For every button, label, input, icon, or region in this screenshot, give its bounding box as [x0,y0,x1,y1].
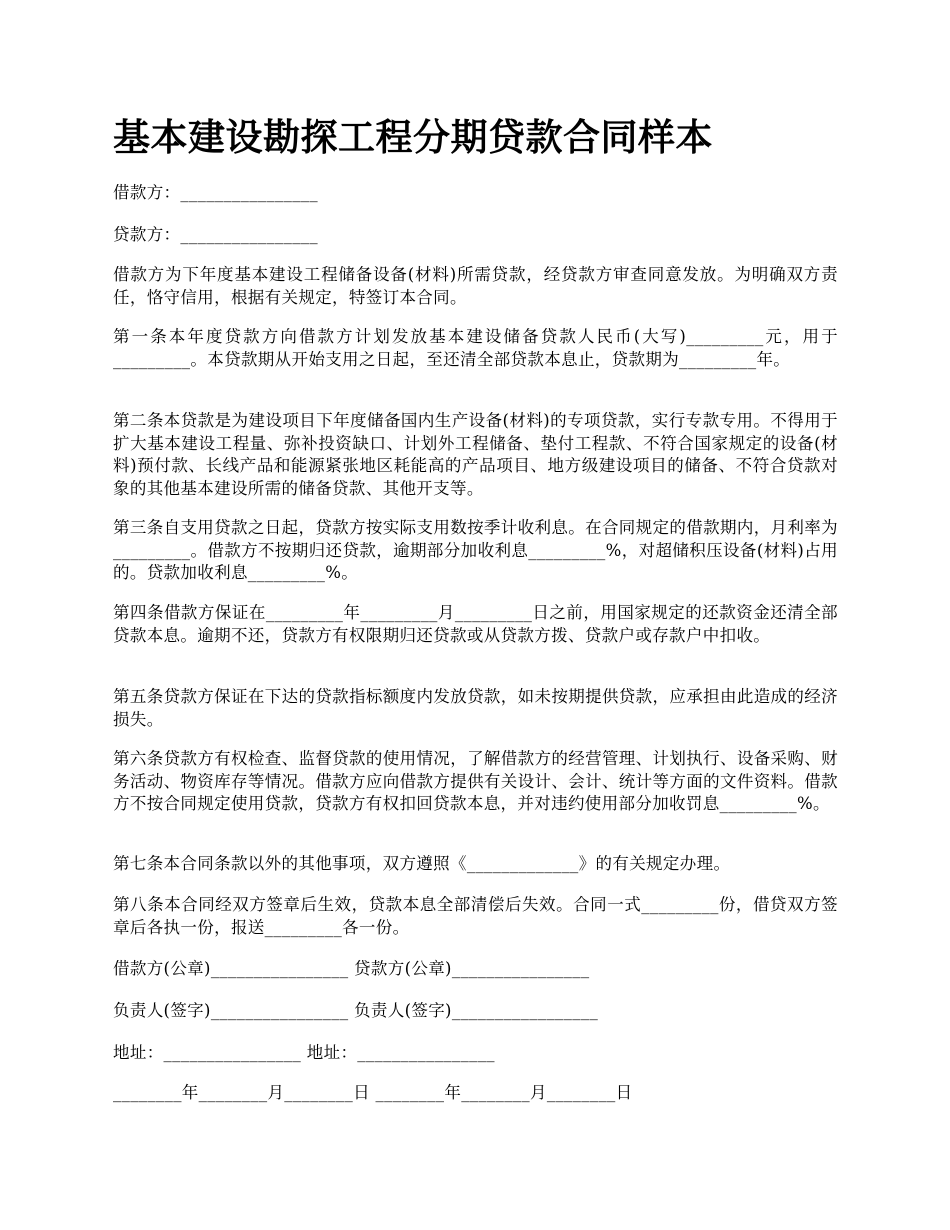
article-1: 第一条本年度贷款方向借款方计划发放基本建设储备贷款人民币(大写)_________元，用于_________。本贷款期从开始支用之日起，至还清全部贷款本息止，贷款期为_________年。 [113,327,838,369]
document-title: 基本建设勘探工程分期贷款合同样本 [113,115,713,159]
article-4: 第四条借款方保证在_________年_________月_________日之前，用国家规定的还款资金还清全部贷款本息。逾期不还，贷款方有权限期归还贷款或从贷款方拨、贷款户或存款户中扣收。 [113,603,838,645]
article-2: 第二条本贷款是为建设项目下年度储备国内生产设备(材料)的专项贷款，实行专款专用。不得用于扩大基本建设工程量、弥补投资缺口、计划外工程储备、垫付工程款、不符合国家规定的设备(材料)预付款、长线产品和能源紧张地区耗能高的产品项目、地方级建设项目的储备、不符合贷款对象的其他基本建设所需的储备贷款、其他开支等。 [113,411,838,498]
intro-paragraph: 借款方为下年度基本建设工程储备设备(材料)所需贷款，经贷款方审查同意发放。为明确双方责任，恪守信用，根据有关规定，特签订本合同。 [113,265,838,307]
lender-line: 贷款方：________________ [113,225,318,244]
article-7: 第七条本合同条款以外的其他事项，双方遵照《_____________》的有关规定办理。 [113,854,731,873]
article-5: 第五条贷款方保证在下达的贷款指标额度内发放贷款，如未按期提供贷款，应承担由此造成的经济损失。 [113,687,838,729]
article-8: 第八条本合同经双方签章后生效，贷款本息全部清偿后失效。合同一式_________份，借贷双方签章后各执一份，报送_________各一份。 [113,895,838,937]
borrower-line: 借款方：________________ [113,183,318,202]
article-3: 第三条自支用贷款之日起，贷款方按实际支用数按季计收利息。在合同规定的借款期内，月利率为_________。借款方不按期归还贷款，逾期部分加收利息_________%，对超储积压设备(材料)占用的。贷款加收利息_________%。 [113,518,838,582]
article-6: 第六条贷款方有权检查、监督贷款的使用情况，了解借款方的经营管理、计划执行、设备采购、财务活动、物资库存等情况。借款方应向借款方提供有关设计、会计、统计等方面的文件资料。借款方不按合同规定使用贷款，贷款方有权扣回贷款本息，并对违约使用部分加收罚息_________%。 [113,749,838,813]
responsible-line: 负责人(签字)________________ 负责人(签字)_________________ [113,1001,599,1020]
address-line: 地址：________________ 地址：________________ [113,1043,495,1062]
date-line: ________年________月________日 ________年________月________日 [113,1083,633,1102]
seal-line: 借款方(公章)________________ 贷款方(公章)________________ [113,959,590,978]
